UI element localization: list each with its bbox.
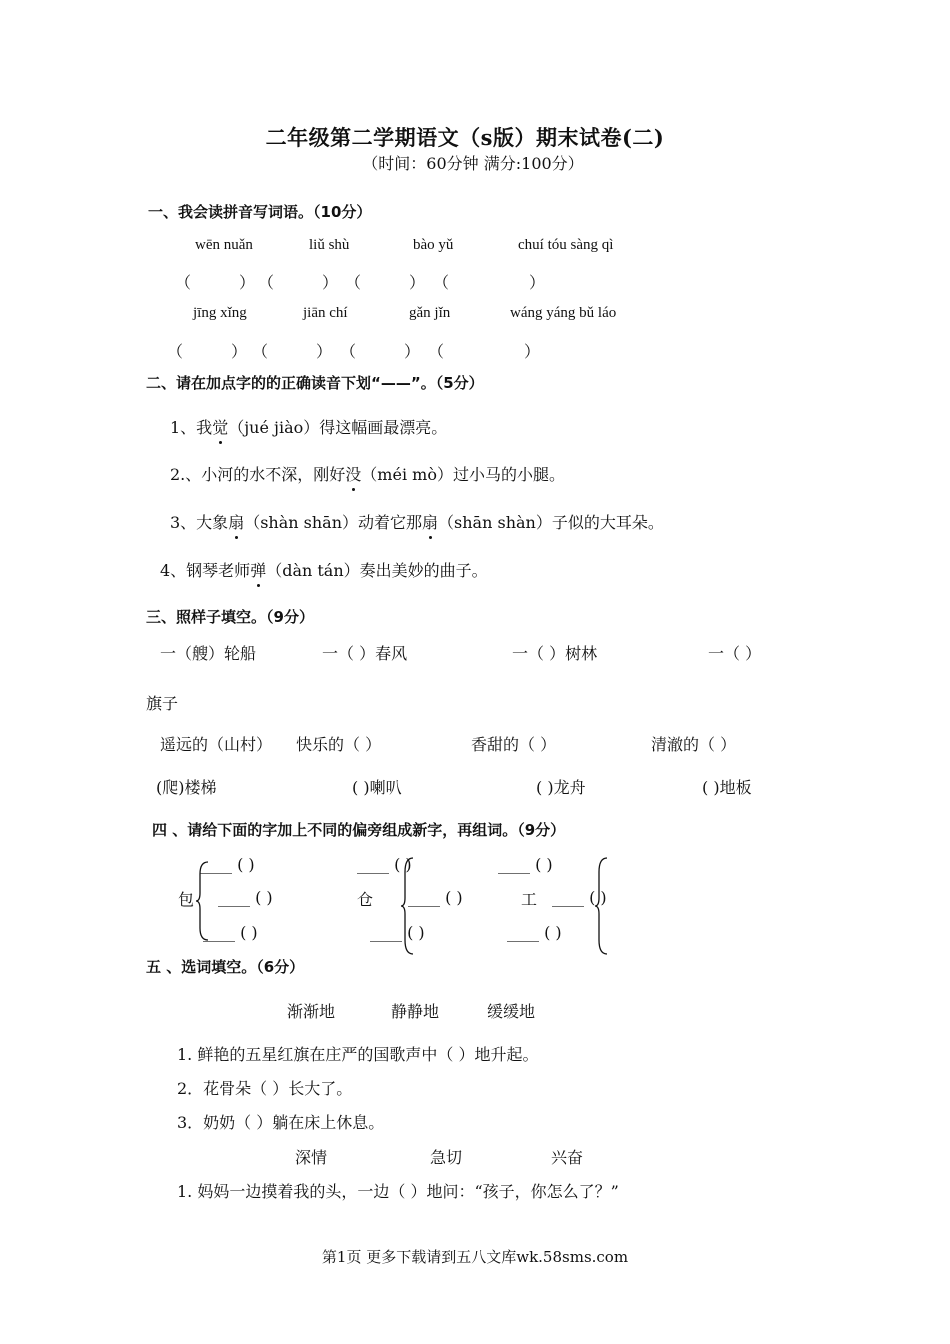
pinyin: jiān chí xyxy=(303,305,348,321)
question-2-3: 3、大象扇（shàn shān）动着它那扇（shān shàn）子似的大耳朵。 xyxy=(170,510,664,533)
page-footer: 第1页 更多下载请到五八文库wk.58sms.com xyxy=(321,1248,629,1266)
radical-blank[interactable]: ____ ( ) xyxy=(203,923,258,942)
fill-item[interactable]: ( )喇叭 xyxy=(352,778,402,797)
word-choice: 渐渐地 xyxy=(287,1002,336,1021)
radical-blank[interactable]: ____ ( ) xyxy=(357,855,412,874)
section-3-heading: 三、照样子填空。（9分） xyxy=(146,608,314,626)
word-choice: 缓缓地 xyxy=(487,1002,536,1021)
answer-blank[interactable]: （ ） xyxy=(175,273,256,292)
radical-blank[interactable]: ____ ( ) xyxy=(218,888,273,907)
fill-item[interactable]: 快乐的（ ） xyxy=(296,735,382,754)
pinyin: jīng xǐng xyxy=(193,305,247,321)
dotted-char: 扇 xyxy=(228,510,244,533)
answer-blank[interactable]: （ ） xyxy=(345,273,426,292)
answer-blank[interactable]: （ ） xyxy=(252,342,333,361)
radical-blank[interactable]: ____ ( ) xyxy=(498,855,553,874)
pinyin: wáng yáng bǔ láo xyxy=(510,305,617,321)
answer-blank[interactable]: （ ） xyxy=(167,342,248,361)
dotted-char: 弹 xyxy=(250,558,266,581)
radical-blank[interactable]: ____ ( ) xyxy=(200,855,255,874)
question-5-1[interactable]: 1. 鲜艳的五星红旗在庄严的国歌声中（ ）地升起。 xyxy=(177,1045,539,1064)
dotted-char: 没 xyxy=(345,462,361,485)
radical-blank[interactable]: ____ ( ) xyxy=(552,888,607,907)
word-choice: 急切 xyxy=(430,1148,463,1167)
question-5b-1[interactable]: 1. 妈妈一边摸着我的头，一边（ ）地问：“孩子，你怎么了？” xyxy=(177,1182,619,1201)
section-5-heading: 五 、选词填空。（6分） xyxy=(146,958,305,976)
example: 遥远的（山村） xyxy=(160,735,273,754)
pinyin: wēn nuǎn xyxy=(195,237,253,253)
radical-blank[interactable]: ____ ( ) xyxy=(507,923,562,942)
word-choice: 兴奋 xyxy=(551,1148,584,1167)
question-2-1: 1、我觉（jué jiào）得这幅画最漂亮。 xyxy=(170,415,447,438)
pinyin: gǎn jǐn xyxy=(409,305,451,321)
fill-item[interactable]: 清澈的（ ） xyxy=(651,735,737,754)
example: 一（艘）轮船 xyxy=(160,644,257,663)
example: (爬)楼梯 xyxy=(156,778,217,797)
dotted-char: 觉 xyxy=(212,415,228,438)
base-char: 仓 xyxy=(357,890,374,909)
word-choice: 静静地 xyxy=(391,1002,440,1021)
pinyin: liǔ shù xyxy=(309,237,350,253)
answer-blank[interactable]: （ ） xyxy=(258,273,339,292)
question-5-3[interactable]: 3．奶奶（ ）躺在床上休息。 xyxy=(177,1113,385,1132)
fill-item[interactable]: ( )龙舟 xyxy=(536,778,586,797)
answer-blank[interactable]: （ ） xyxy=(340,342,421,361)
answer-blank[interactable]: （ ） xyxy=(428,342,541,361)
section-1-heading: 一、我会读拼音写词语。（10分） xyxy=(148,203,372,221)
section-2-heading: 二、请在加点字的的正确读音下划“——”。（5分） xyxy=(146,374,484,392)
pinyin: bào yǔ xyxy=(413,237,454,253)
fill-item[interactable]: ( )地板 xyxy=(702,778,752,797)
base-char: 工 xyxy=(521,890,538,909)
fill-item[interactable]: 一（ ）春风 xyxy=(322,644,408,663)
question-2-2: 2.、小河的水不深，刚好没（méi mò）过小马的小腿。 xyxy=(170,462,565,485)
fill-item[interactable]: 香甜的（ ） xyxy=(471,735,557,754)
fill-item[interactable]: 一（ ） xyxy=(708,644,762,663)
word-choice: 深情 xyxy=(295,1148,328,1167)
radical-blank[interactable]: ____ ( ) xyxy=(370,923,425,942)
dotted-char: 扇 xyxy=(422,510,438,533)
radical-blank[interactable]: ____ ( ) xyxy=(408,888,463,907)
question-5-2[interactable]: 2．花骨朵（ ）长大了。 xyxy=(177,1079,353,1098)
answer-blank[interactable]: （ ） xyxy=(433,273,546,292)
wrap-text: 旗子 xyxy=(146,694,179,713)
section-4-heading: 四 、请给下面的字加上不同的偏旁组成新字，再组词。（9分） xyxy=(152,821,566,839)
base-char: 包 xyxy=(178,890,195,909)
fill-item[interactable]: 一（ ）树林 xyxy=(512,644,598,663)
page-title: 二年级第二学期语文（s版）期末试卷(二) xyxy=(265,125,665,150)
page-subtitle: （时间：60分钟 满分:100分） xyxy=(362,154,584,173)
question-2-4: 4、钢琴老师弹（dàn tán）奏出美妙的曲子。 xyxy=(160,558,488,581)
pinyin: chuí tóu sàng qì xyxy=(518,237,614,253)
